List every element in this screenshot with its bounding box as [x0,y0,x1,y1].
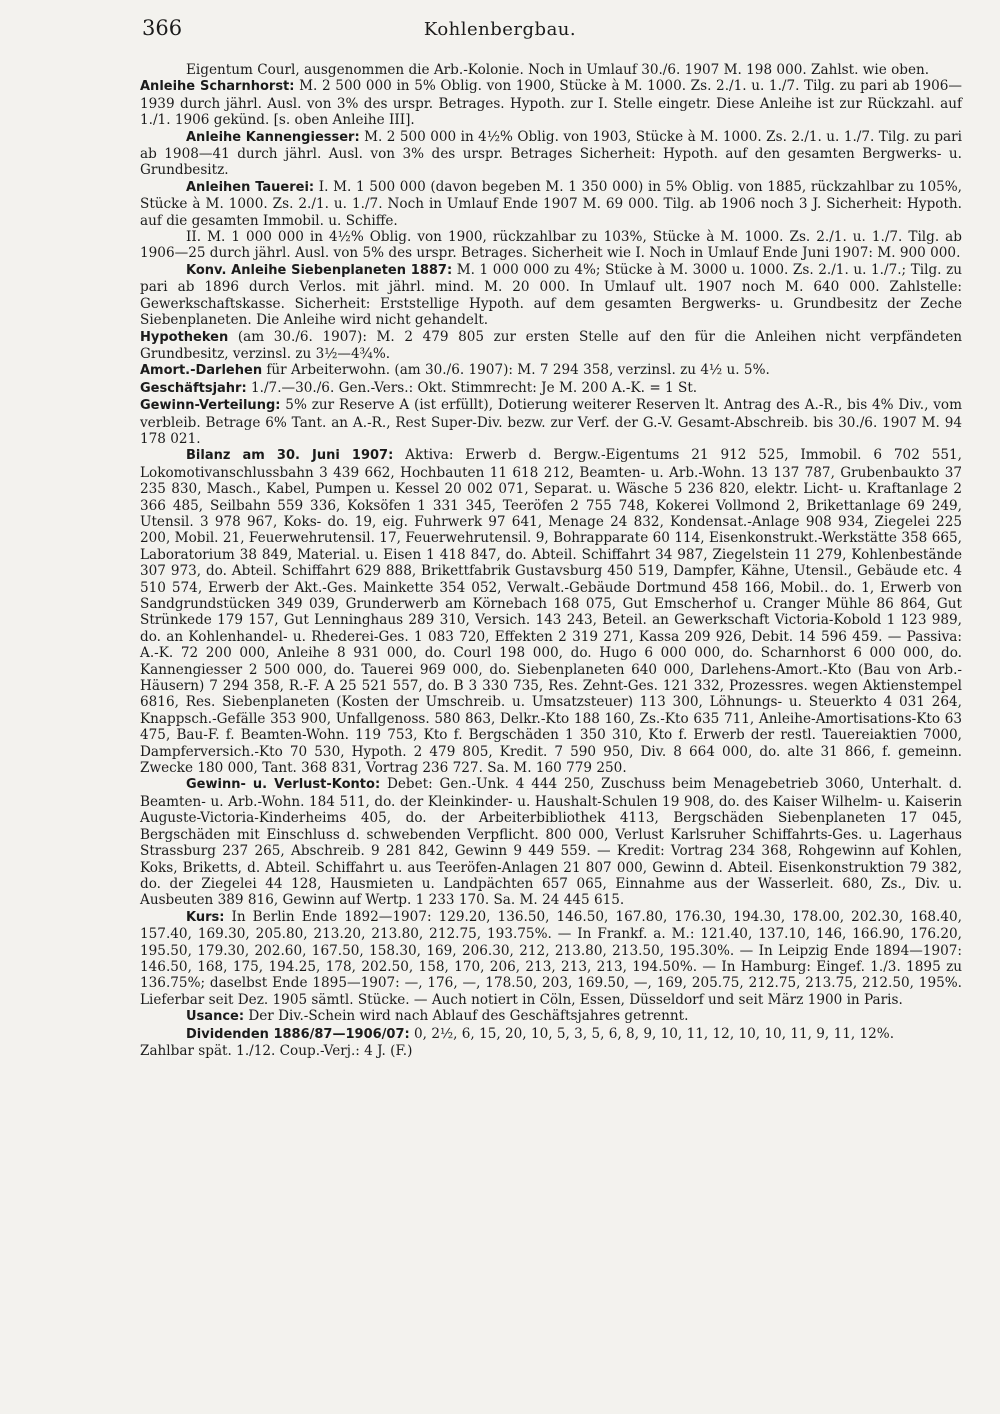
paragraph-text: 1./7.—30./6. Gen.-Vers.: Okt. Stimmrecht: Je M. 200 A.-K. = 1 St. [246,379,698,396]
paragraph-text: Zahlbar spät. 1./12. Coup.-Verj.: 4 J. (F.) [140,1042,413,1059]
paragraph-siebenplaneten [140,262,962,329]
page-number: 366 [142,16,183,40]
section-heading: Gewinn- u. Verlust-Konto: [186,777,381,793]
paragraph-text: Eigentum Courl, ausgenommen die Arb.-Kolonie. Noch in Umlauf 30./6. 1907 M. 198 000. Zahlst. wie oben. [186,62,930,78]
paragraph-text: In Berlin Ende 1892—1907: 129.20, 136.50, 146.50, 167.80, 176.30, 194.30, 178.00, 202.30, 168.40, 157.40, 169.30, 205.80, 213.20, 213.80, 212.75, 193.75%. — In Frankf. a. M.: 121.40, 137.10, 146, 166.90, 176.20, 195.50, 179.30, 202.60, 167.50, 158.30, 169, 206.30, 212, 213.80, 213.50, 195.30%. — In Leipzig Ende 1894—1907: 146.50, 168, 175, 194.25, 178, 202.50, 158, 170, 206, 213, 213, 213, 194.50%. — In Hamburg: Eingef. 1./3. 1895 zu 136.75%; daselbst Ende 1895—1907: —, 176, —, 178.50, 203, 169.50, —, 169, 205.75, 212.75, 213.75, 212.50, 195%. Lieferbar seit Dez. 1905 sämtl. Stücke. — Auch notiert in Cöln, Essen, Düsseldorf und seit März 1900 in Paris. [140,908,962,1008]
section-heading: Gewinn-Verteilung: [140,398,281,414]
section-heading: Anleihe Scharnhorst: [140,79,295,95]
paragraph-amort-darlehen [140,362,962,379]
paragraph-tauerei [140,179,962,229]
paragraph-text: II. M. 1 000 000 in 4½% Oblig. von 1900, rückzahlbar zu 103%, Stücke à M. 1000. Zs. 2./1. u. 1./7. Tilg. ab 1906—25 durch jährl. Ausl. von 5% des urspr. Betrages. Sicherheit wie I. Noch in Umlauf Ende Juni 1907: M. 900 000. [140,229,962,262]
paragraph-text: M. 1 000 000 zu 4%; Stücke à M. 3000 u. 1000. Zs. 2./1. u. 1./7.; Tilg. zu pari ab 1896 durch Verlos. mit jährl. mind. M. 20 000. In Umlauf ult. 1907 noch M. 640 000. Zahlstelle: Gewerkschaftskasse. Sicherheit: Erststellige Hypoth. auf dem gesamten Bergwerks- u. Grundbesitz der Zeche Siebenplaneten. Die Anleihe wird nicht gehandelt. [140,261,962,329]
paragraph-gewinn-verlust [140,776,962,908]
paragraph-bilanz [140,447,962,776]
section-heading: Dividenden 1886/87—1906/07: [186,1026,410,1042]
paragraph-geschaeftsjahr [140,380,962,397]
paragraph-gewinn-verteilung [140,397,962,447]
document-body [140,62,962,1059]
paragraph-scharnhorst [140,78,962,128]
section-heading: Kurs: [186,909,225,925]
section-heading: Konv. Anleihe Siebenplaneten 1887: [186,262,453,278]
paragraph-text: Debet: Gen.-Unk. 4 444 250, Zuschuss beim Menagebetrieb 3060, Unterhalt. d. Beamten- u. Arb.-Wohn. 184 511, do. der Kleinkinder- u. Haushalt-Schulen 19 908, do. des Kaiser Wilhelm- u. Kaiserin Auguste-Victoria-Kinderheims 405, do. der Arbeiterbibliothek 4113, Bergschäden Siebenplaneten 17 045, Bergschäden mit Einschluss d. schwebenden Verpflicht. 800 000, Verlust Karlsruher Schiffahrts-Ges. u. Lagerhaus Strassburg 237 265, Abschreib. 9 281 842, Gewinn 9 449 559. — Kredit: Vortrag 234 368, Rohgewinn auf Kohlen, Koks, Briketts, d. Abteil. Schiffahrt u. aus Teeröfen-Anlagen 21 807 000, Gewinn d. Abteil. Eisenkonstruktion 79 382, do. der Ziegelei 44 128, Hausmieten u. Landpächten 657 065, Einnahme aus der Wasserleit. 680, Zs., Div. u. Ausbeuten 389 816, Gewinn auf Wertp. 1 233 170. Sa. M. 24 445 615. [140,776,962,909]
paragraph-zahlbar [140,1043,962,1059]
paragraph-usance [140,1008,962,1025]
paragraph-text: Der Div.-Schein wird nach Ablauf des Geschäftsjahres getrennt. [244,1008,689,1025]
running-head: Kohlenbergbau. [423,19,577,40]
section-heading: Amort.-Darlehen [140,363,263,379]
paragraph-text: M. 2 500 000 in 4½% Oblig. von 1903, Stücke à M. 1000. Zs. 2./1. u. 1./7. Tilg. zu pari ab 1908—41 durch jährl. Ausl. von 3% des urspr. Betrages Sicherheit: Hypoth. auf den gesamten Bergwerks- u. Grundbesitz. [140,128,962,179]
paragraph-kannengiesser [140,129,962,179]
paragraph-dividenden [140,1026,962,1043]
paragraph-text: I. M. 1 500 000 (davon begeben M. 1 350 000) in 5% Oblig. von 1885, rückzahlbar zu 105%, Stücke à M. 1000. Zs. 2./1. u. 1./7. Noch in Umlauf Ende 1907 M. 69 000. Tilg. ab 1906 noch 3 J. Sicherheit: Hypoth. auf die gesamten Immobil. u. Schiffe. [140,178,962,229]
paragraph-tauerei-ii [140,229,962,262]
section-heading: Anleihen Tauerei: [186,179,315,195]
section-heading: Hypotheken [140,329,229,345]
paragraph-text: Aktiva: Erwerb d. Bergw.-Eigentums 21 912 525, Immobil. 6 702 551, Lokomotivanschlussbahn 3 439 662, Hochbauten 11 618 212, Beamten- u. Arb.-Wohn. 13 137 787, Grubenbaukto 37 235 830, Masch., Kabel, Pumpen u. Kessel 20 002 071, Separat. u. Wäsche 5 236 820, elektr. Licht- u. Kraftanlage 2 366 485, Seilbahn 559 336, Koksöfen 1 331 345, Teeröfen 2 755 748, Kokerei Vollmond 2, Brikettanlage 69 249, Utensil. 3 978 967, Koks- do. 19, eig. Fuhrwerk 97 641, Menage 24 832, Kondensat.-Anlage 908 934, Ziegelei 225 200, Mobil. 21, Feuerwehrutensil. 17, Feuerwehrutensil. 9, Bohrapparate 60 114, Eisenkonstrukt.-Werkstätte 358 665, Laboratorium 38 849, Material. u. Eisen 1 418 847, do. Abteil. Schiffahrt 34 987, Ziegelstein 11 279, Kohlenbestände 307 973, do. Abteil. Schiffahrt 629 888, Brikettfabrik Gustavsburg 450 519, Dampfer, Kähne, Utensil., Gebäude etc. 4 510 574, Erwerb der Akt.-Ges. Mainkette 354 052, Verwalt.-Gebäude Dortmund 458 166, Mobil.. do. 1, Erwerb von Sandgrundstücken 349 039, Grunderwerb am Körnebach 168 075, Gut Emscherhof u. Cranger Mühle 86 864, Gut Strünkede 179 157, Gut Lenninghaus 289 310, Versich. 143 243, Beteil. an Gewerkschaft Victoria-Kobold 1 123 989, do. an Kohlenhandel- u. Rhederei-Ges. 1 083 720, Effekten 2 319 271, Kassa 209 926, Debit. 14 596 459. — Passiva: A.-K. 72 200 000, Anleihe 8 931 000, do. Courl 198 000, do. Hugo 6 000 000, do. Scharnhorst 6 000 000, do. Kannengiesser 2 500 000, do. Tauerei 969 000, do. Siebenplaneten 640 000, Darlehens-Amort.-Kto (Bau von Arb.-Häusern) 7 294 358, R.-F. A 25 521 557, do. B 3 330 735, Res. Zehnt-Ges. 121 332, Prozessres. wegen Aktienstempel 6816, Res. Siebenplaneten (Kosten der Umschreib. u. Umsatzsteuer) 113 300, Löhnungs- u. Steuerkto 4 031 264, Knappsch.-Gefälle 353 900, Unfallgenoss. 580 863, Delkr.-Kto 188 160, Zs.-Kto 635 711, Anleihe-Amortisations-Kto 63 475, Bau-F. f. Beamten-Wohn. 119 753, Kto f. Bergschäden 1 350 310, Kto f. Erwerb der restl. Tauereiaktien 7000, Dampferversich.-Kto 70 530, Hypoth. 2 479 805, Kredit. 7 590 950, Div. 8 664 000, do. alte 31 866, f. gemeinn. Zwecke 180 000, Tant. 368 831, Vortrag 236 727. Sa. M. 160 779 250. [140,447,962,777]
section-heading: Anleihe Kannengiesser: [186,129,360,145]
paragraph-text: für Arbeiterwohn. (am 30./6. 1907): M. 7 294 358, verzinsl. zu 4½ u. 5%. [262,362,770,379]
paragraph-text: 0, 2½, 6, 15, 20, 10, 5, 3, 5, 6, 8, 9, 10, 11, 12, 10, 10, 11, 9, 11, 12%. [409,1025,895,1042]
section-heading: Bilanz am 30. Juni 1907: [186,448,394,464]
paragraph-text: M. 2 500 000 in 5% Oblig. von 1900, Stücke à M. 1000. Zs. 2./1. u. 1./7. Tilg. zu pari ab 1906—1939 durch jährl. Ausl. von 3% des urspr. Betrages. Hypoth. zur I. Stelle eingetr. Diese Anleihe ist zur Rückzahl. auf 1./1. 1906 gekünd. [s. oben Anleihe III]. [140,78,962,129]
paragraph-courl [140,62,962,78]
section-heading: Geschäftsjahr: [140,380,247,396]
section-heading: Usance: [186,1009,245,1025]
paragraph-text: 5% zur Reserve A (ist erfüllt), Dotierung weiterer Reserven lt. Antrag des A.-R., bis 4% Div., vom verbleib. Betrage 6% Tant. an A.-R., Rest Super-Div. bezw. zur Verf. der G.-V. Gesamt-Abschreib. bis 30./6. 1907 M. 94 178 021. [140,397,962,447]
paragraph-hypotheken [140,329,962,363]
paragraph-text: (am 30./6. 1907): M. 2 479 805 zur ersten Stelle auf den für die Anleihen nicht verpfändeten Grundbesitz, verzinsl. zu 3½—4¾%. [140,328,962,362]
paragraph-kurs [140,909,962,1008]
